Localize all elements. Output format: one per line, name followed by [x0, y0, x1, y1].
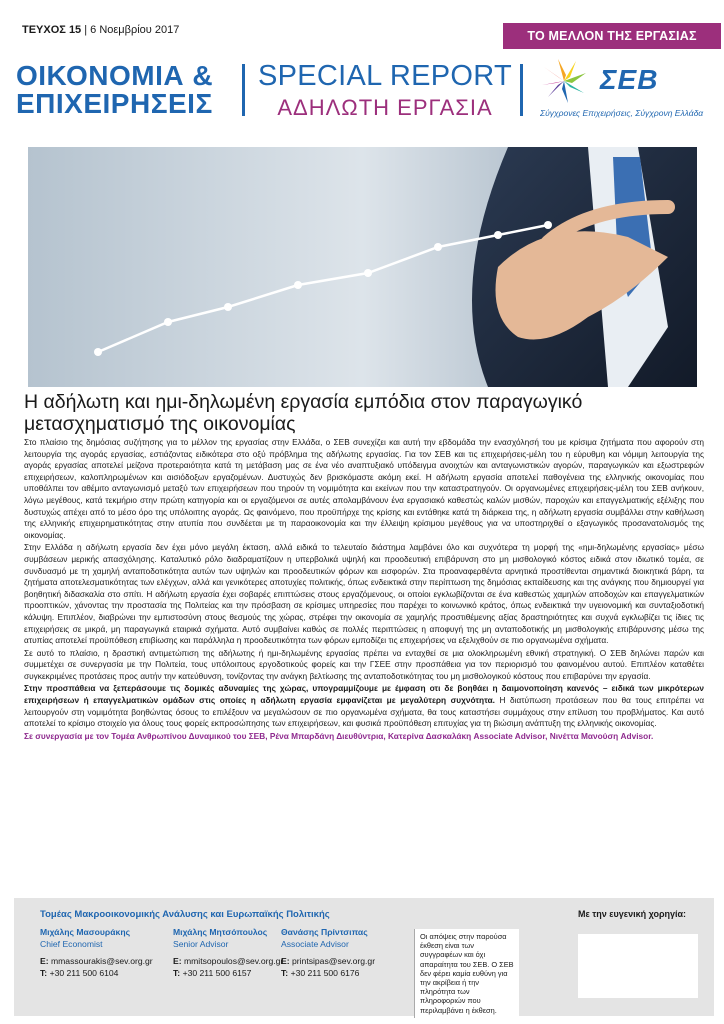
emphasis-text: Στην προσπάθεια να ξεπεράσουμε τις δομικές αδυναμίες της χώρας, υπογραμμίζουμε με έμφαση οτι δε βοηθάει η δαιμονοποίηση κανενός – ειδικά των μικρότερων επιχειρήσεων ή επαγγελματικών ομάδων στις οποίες η αδήλωτη εργασία εμφανίζεται με μεγαλύτερη συχνότητα.: [24, 683, 704, 706]
hero-image: [28, 147, 697, 387]
sev-logo-tagline: Σύγχρονες Επιχειρήσεις, Σύγχρονη Ελλάδα: [540, 108, 704, 118]
email-label: E:: [40, 956, 49, 966]
contact-role: Chief Economist: [40, 938, 103, 949]
brand-line-1: ΟΙΚΟΝΟΜΙΑ &: [16, 60, 214, 91]
article-headline: Η αδήλωτη και ημι-δηλωμένη εργασία εμπόδια στον παραγωγικό μετασχηματισμό της οικονομίας: [24, 391, 583, 435]
special-report-title: [258, 62, 512, 122]
contact-phone: +30 211 500 6176: [290, 967, 360, 978]
phone-label: T:: [173, 967, 181, 978]
contact-name: Μιχάλης Μασουράκης: [40, 927, 131, 937]
paragraph-rest: Η διατύπωση προτάσεων που θα τους επιτρέπει να λειτουργούν στη νομιμότητα βοηθώντας όσους το επιλέξουν να μεγαλώσουν σε πιο οργανωμένα σχήματα, θα τους καταστήσει συμμάχους στην επίλυση του προβλήματος. Και αυτό αποτελεί το κρίσιμο στοιχείο για όλους τους φορείς εκπροσώπησης των επιχειρήσεων, και φυσικά προϋπόθεση επιτυχίας για τη βιώσιμη ανάπτυξη της ελληνικής οικονομίας.: [24, 695, 704, 729]
header-divider: [242, 64, 245, 116]
publication-title: [16, 62, 213, 118]
issue-label: ΤΕΥΧΟΣ 15: [22, 24, 82, 36]
contact-card: [281, 927, 406, 979]
header-divider-2: [520, 64, 523, 116]
contact-card: [173, 927, 298, 979]
article-paragraph: Σε αυτό το πλαίσιο, η δραστική αντιμετώπιση της αδήλωτης ή ημι-δηλωμένης εργασίας πρέπει να ενταχθεί σε μια ολοκληρωμένη εθνική στρατηγική. Ο ΣΕΒ δηλώνει παρών και συμμετέχει σε συνεργασία με την Πολιτεία, τους υπόλοιπους εργοδοτικούς φορείς και την ΓΣΕΕ στην προσπάθεια για τον περιορισμό του φαινομένου αυτού. Επιπλέον καταθέτει συγκεκριμένες προτάσεις προς αυτήν την κατεύθυνση, τονίζοντας την ανάγκη βελτίωσης της ανταποδοτικότητας του μη μισθολογικού κόστους που επιβαρύνει την εργασία.: [24, 647, 704, 681]
phone-label: T:: [40, 967, 48, 978]
issue-date: 6 Νοεμβρίου 2017: [90, 24, 180, 36]
sev-logo-text: ΣΕΒ: [600, 64, 659, 95]
contact-role: Associate Advisor: [281, 938, 349, 949]
article-paragraph: Στο πλαίσιο της δημόσιας συζήτησης για το μέλλον της εργασίας στην Ελλάδα, ο ΣΕΒ συνεχίζει και αυτή την εβδομάδα την ενασχόλησή του με κρίσιμα ζητήματα που αφορούν στη λειτουργία της αγοράς εργασίας, εστιάζοντας ειδικότερα στο οξύ πρόβλημα της αδήλωτης εργασίας. Για τον ΣΕΒ και τις επιχειρήσεις-μέλη του η εύρυθμη και νόμιμη λειτουργία της αγοράς εργασίας αποτελεί μείζονα προτεραιότητα κατά τη μετάβαση μας σε ένα νέο αναπτυξιακό υπόδειγμα ανοιχτών και ανταγωνιστικών αγορών, παραγωγικών και εξωστρεφών επιχειρήσεων, καλοπληρωμένων και αισιόδοξων εργαζομένων. Δυστυχώς δεν βρισκόμαστε ακόμη εκεί. Η αδήλωτη εργασία αποτελεί παθογένεια της ελληνικής οικονομίας που υποθάλπει τον αθέμιτο ανταγωνισμό μεταξύ των επιχειρήσεων που τηρούν τη νομιμότητα και εκείνων που την καταστρατηγούν. Οι οργανωμένες επιχειρήσεις-μέλη του ΣΕΒ ανήκουν, λόγω μεγέθους, κατά τεκμήριο στην πρώτη κατηγορία και οι εργαζόμενοι σε αυτές απολαμβάνουν ένα εργασιακό καθεστώς καλών μισθών, παροχών και επαγγελματικής εξέλιξης που δυστυχώς απέχει από το μέσο όρο της υπόλοιπης αγοράς. Ως φαινόμενο, που προϋπήρχε της κρίσης και εντάθηκε κατά τη διάρκεια της, η αδήλωτη εργασία συμβάλλει στην καθήλωση της ελληνικής επιχειρηματικότητας στην ατυπία που συνδέεται με τη παραοικονομία και την έλλειψη κρίσιμου μεγέθους για να υποστηριχθεί ο εξαγωγικός προσανατολισμός της οικονομίας.: [24, 437, 704, 540]
article-paragraph: [24, 683, 704, 729]
special-report-subtitle: ΑΔΗΛΩΤΗ ΕΡΓΑΣΙΑ: [277, 95, 493, 120]
cooperation-credit: Σε συνεργασία με τον Τομέα Ανθρωπίνου Δυναμικού του ΣΕΒ, Ρένα Μπαρδάνη Διευθύντρια, Κατερίνα Δασκαλάκη Associate Advisor, Νινέττα Μανούση Advisor.: [24, 730, 654, 741]
contact-email[interactable]: mmitsopoulos@sev.org.gr: [183, 956, 284, 966]
brand-line-2: ΕΠΙΧΕΙΡΗΣΕΙΣ: [16, 88, 213, 119]
email-label: E:: [281, 956, 290, 966]
contact-role: Senior Advisor: [173, 938, 229, 949]
email-label: E:: [173, 956, 182, 966]
contact-name: Μιχάλης Μητσόπουλος: [173, 927, 268, 937]
sponsor-label: Με την ευγενική χορηγία:: [578, 909, 687, 919]
disclaimer: Οι απόψεις στην παρούσα έκθεση είναι των συγγραφέων και όχι απαραίτητα του ΣΕΒ. Ο ΣΕΒ δεν φέρει καμία ευθύνη για την ακρίβεια ή την πληρότητα των πληροφοριών που περιλαμβάνει η έκθεση.: [414, 929, 519, 1018]
article-paragraph: Στην Ελλάδα η αδήλωτη εργασία δεν έχει μόνο μεγάλη έκταση, αλλά ειδικά το τελευταίο διάστημα λαμβάνει όλο και συχνότερα τη μορφή της «ημι-δηλωμένης εργασίας» μέσω συμβάσεων μερικής απασχόλησης. Καταλυτικό ρόλο διαδραματίζουν η υπερβολικά υψηλή και προοδευτική επιβάρυνση στο μη μισθολογικό κόστος ειδικά στον ιδιωτικό τομέα, σε συνδυασμό με τη χαμηλή ανταποδοτικότητα αυτών των υψηλών και προοδευτικών φόρων και εισφορών. Στα προαναφερθέντα αρνητικά προστίθενται σημαντικά διοικητικά βάρη, τα ζητήματα αποτελεσματικότητας των ελέγχων, αλλά και γενικότερες αποτυχίες πολιτικής, όπως ενδεικτικά στην περίπτωση της δημόσιας εκπαίδευσης και της ανάγκης που δημιουργεί για βοηθητική διδασκαλία στο σπίτι. Η αδήλωτη εργασία έχει σοβαρές επιπτώσεις στους εργαζόμενους, οι οποίοι εγκλωβίζονται σε ένα καθεστώς χαμηλών αποδοχών και επαγγελματικών προοπτικών, χάνοντας την προστασία της Πολιτείας και την πρόσβαση σε κρίσιμες υπηρεσίες που παρέχει το κοινωνικό κράτος, όπως ενδεικτικά την υγειονομική και συνταξιοδοτική κάλυψη. Επιπλέον, διαβρώνει την εμπιστοσύνη στους θεσμούς της χώρας, στρέφει την οικονομία σε χαμηλής προστιθέμενης αξίας δραστηριότητες και συχνά εγκλωβίζει τις ίδιες τις επιχειρήσεις σε μικρά, μη παραγωγικά εταιρικά σχήματα. Αυτό συμβαίνει καθώς σε πολλές περιπτώσεις η αποφυγή της μη ανταποδοτικής μη μισθολογικής επιβάρυνσης μέσω της ατυπίας αποτελεί προϋπόθεση επιβίωσης και παράλληλα η προοδευτικότητα των φόρων εμποδίζει τις επιχειρήσεις να εξελιχθούν σε πιο οργανωμένα σχήματα.: [24, 542, 704, 646]
contact-email[interactable]: printsipas@sev.org.gr: [291, 956, 376, 966]
contact-phone: +30 211 500 6157: [182, 967, 252, 978]
issue-info: ΤΕΥΧΟΣ 15 | 6 Νοεμβρίου 2017: [22, 24, 180, 36]
contact-phone: +30 211 500 6104: [49, 967, 119, 978]
article-body: [24, 437, 704, 743]
topic-badge: ΤΟ ΜΕΛΛΟΝ ΤΗΣ ΕΡΓΑΣΙΑΣ: [503, 23, 721, 49]
special-report-label: SPECIAL REPORT: [258, 60, 512, 92]
contact-name: Θανάσης Πρίντσιπας: [281, 927, 368, 937]
contact-card: [40, 927, 165, 979]
footer-department: Τομέας Μακροοικονομικής Ανάλυσης και Ευρωπαϊκής Πολιτικής: [40, 909, 330, 920]
sponsor-logo-area: [578, 934, 698, 998]
phone-label: T:: [281, 967, 289, 978]
contact-email[interactable]: mmassourakis@sev.org.gr: [50, 956, 153, 966]
sev-logo-icon: [540, 56, 596, 106]
